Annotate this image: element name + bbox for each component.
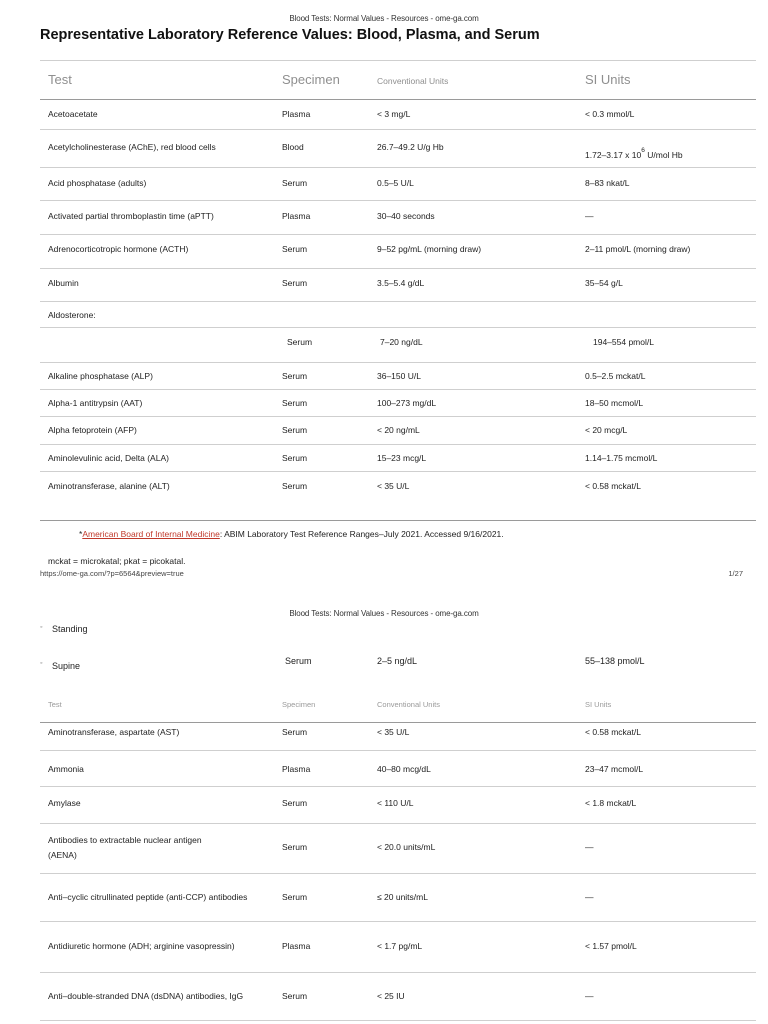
table-cell-si: 8–83 nkat/L	[585, 178, 630, 188]
header-rule	[40, 722, 756, 723]
row-divider	[40, 234, 756, 235]
table-cell-specimen: Plasma	[282, 211, 311, 221]
table-cell-specimen: Plasma	[282, 941, 311, 951]
table-cell-test: Acetoacetate	[48, 109, 98, 119]
table-top-rule	[40, 60, 756, 61]
table-cell-test-line-2: (AENA)	[48, 850, 77, 860]
standing-label: Standing	[52, 624, 88, 634]
table-cell-si: < 0.58 mckat/L	[585, 481, 641, 491]
table-cell-specimen: Serum	[282, 481, 308, 491]
table-cell-conventional: 40–80 mcg/dL	[377, 764, 431, 774]
table-cell-si: < 20 mcg/L	[585, 425, 628, 435]
table-cell-specimen: Serum	[282, 278, 308, 288]
table-cell-test: Acid phosphatase (adults)	[48, 178, 147, 188]
table-cell-specimen: Serum	[282, 178, 308, 188]
bullet-icon: ◦	[40, 660, 43, 667]
table-cell-test: Anti–double-stranded DNA (dsDNA) antibodies, IgG	[48, 991, 244, 1001]
table-cell-test: Albumin	[48, 278, 79, 288]
page-footer-url: https://ome-ga.com/?p=6564&preview=true	[40, 569, 184, 578]
table-cell-si: < 1.8 mckat/L	[585, 798, 637, 808]
table-bottom-rule	[40, 520, 756, 521]
column-header-test: Test	[48, 72, 72, 87]
abbreviation-note: mckat = microkatal; pkat = picokatal.	[48, 556, 186, 566]
column-header-si: SI Units	[585, 72, 631, 87]
row-divider	[40, 444, 756, 445]
table-cell-specimen: Plasma	[282, 109, 311, 119]
row-divider	[40, 786, 756, 787]
supine-label: Supine	[52, 661, 81, 671]
table-cell-conventional: < 25 IU	[377, 991, 405, 1001]
print-header-page-2: Blood Tests: Normal Values - Resources - ome-ga.com	[289, 609, 479, 618]
table-cell-conventional: ≤ 20 units/mL	[377, 892, 428, 902]
table-cell-conventional: 0.5–5 U/L	[377, 178, 414, 188]
table-cell-si: < 0.58 mckat/L	[585, 727, 641, 737]
page-number: 1/27	[728, 569, 743, 578]
table-cell-conventional: < 35 U/L	[377, 727, 410, 737]
table-cell-test-line-1: Antibodies to extractable nuclear antigen	[48, 835, 202, 845]
table-cell-conventional: 26.7–49.2 U/g Hb	[377, 142, 444, 152]
column-header-conventional: Conventional Units	[377, 700, 440, 709]
row-divider	[40, 129, 756, 130]
table-cell-test: Amylase	[48, 798, 81, 808]
table-cell-si: 2–11 pmol/L (morning draw)	[585, 244, 691, 254]
row-divider	[40, 362, 756, 363]
table-cell-si: 1.14–1.75 mcmol/L	[585, 453, 658, 463]
row-divider	[40, 416, 756, 417]
row-divider	[40, 327, 756, 328]
table-cell-test: Acetylcholinesterase (AChE), red blood cells	[48, 142, 216, 152]
table-cell-si: < 1.57 pmol/L	[585, 941, 637, 951]
table-cell-conventional: < 20.0 units/mL	[377, 842, 436, 852]
si-exponent: 6	[641, 147, 645, 154]
table-cell-specimen: Serum	[282, 398, 308, 408]
table-cell-conventional: < 1.7 pg/mL	[377, 941, 423, 951]
table-cell-test: Aminotransferase, aspartate (AST)	[48, 727, 180, 737]
row-divider	[40, 200, 756, 201]
table-cell-conventional: < 3 mg/L	[377, 109, 411, 119]
table-cell-test: Aminotransferase, alanine (ALT)	[48, 481, 170, 491]
page-title: Representative Laboratory Reference Values: Blood, Plasma, and Serum	[40, 27, 540, 43]
column-header-si: SI Units	[585, 700, 612, 709]
table-cell-test: Anti–cyclic citrullinated peptide (anti-CCP) antibodies	[48, 892, 248, 902]
column-header-conventional: Conventional Units	[377, 76, 449, 86]
table-cell-test: Aldosterone:	[48, 310, 96, 320]
supine-specimen: Serum	[285, 656, 312, 666]
table-cell-si: < 0.3 mmol/L	[585, 109, 635, 119]
table-cell-test: Alkaline phosphatase (ALP)	[48, 371, 153, 381]
table-cell-specimen: Serum	[282, 727, 308, 737]
table-cell-specimen: Serum	[282, 425, 308, 435]
column-header-test: Test	[48, 700, 62, 709]
table-cell-specimen: Serum	[282, 453, 308, 463]
print-header: Blood Tests: Normal Values - Resources - ome-ga.com	[289, 14, 479, 23]
row-divider	[40, 750, 756, 751]
table-cell-conventional: 30–40 seconds	[377, 211, 435, 221]
footnote-marker: *	[79, 529, 83, 539]
table-cell-test: Adrenocorticotropic hormone (ACTH)	[48, 244, 189, 254]
table-cell-specimen: Serum	[282, 842, 308, 852]
table-cell-si: 194–554 pmol/L	[593, 337, 654, 347]
table-cell-test: Antidiuretic hormone (ADH; arginine vasopressin)	[48, 941, 235, 951]
table-cell-si: —	[585, 892, 594, 902]
table-cell-specimen: Serum	[282, 892, 308, 902]
row-divider	[40, 389, 756, 390]
table-cell-conventional: < 35 U/L	[377, 481, 410, 491]
table-cell-si	[585, 147, 683, 160]
table-cell-test: Alpha-1 antitrypsin (AAT)	[48, 398, 143, 408]
abim-link[interactable]: American Board of Internal Medicine	[82, 529, 220, 539]
row-divider	[40, 167, 756, 168]
table-cell-si: —	[585, 991, 594, 1001]
table-cell-specimen: Serum	[287, 337, 313, 347]
supine-conventional: 2–5 ng/dL	[377, 656, 418, 666]
table-cell-test: Aminolevulinic acid, Delta (ALA)	[48, 453, 169, 463]
row-divider	[40, 471, 756, 472]
si-value-prefix: 1.72–3.17 x 10	[585, 150, 642, 160]
table-cell-conventional: < 20 ng/mL	[377, 425, 420, 435]
table-cell-si: 35–54 g/L	[585, 278, 623, 288]
table-cell-specimen: Blood	[282, 142, 304, 152]
table-cell-conventional: 36–150 U/L	[377, 371, 421, 381]
table-cell-si: 0.5–2.5 mckat/L	[585, 371, 646, 381]
table-cell-conventional: 7–20 ng/dL	[380, 337, 423, 347]
table-cell-conventional: 9–52 pg/mL (morning draw)	[377, 244, 482, 254]
table-cell-specimen: Serum	[282, 244, 308, 254]
table-cell-test: Alpha fetoprotein (AFP)	[48, 425, 137, 435]
footnote-text: : ABIM Laboratory Test Reference Ranges–July 2021. Accessed 9/16/2021.	[219, 529, 504, 539]
row-divider	[40, 301, 756, 302]
table-cell-specimen: Serum	[282, 371, 308, 381]
table-cell-conventional: 100–273 mg/dL	[377, 398, 437, 408]
row-divider	[40, 268, 756, 269]
table-cell-test: Ammonia	[48, 764, 84, 774]
column-header-specimen: Specimen	[282, 700, 316, 709]
bullet-icon: ◦	[40, 624, 43, 631]
row-divider	[40, 873, 756, 874]
table-cell-test: Activated partial thromboplastin time (aPTT)	[48, 211, 214, 221]
table-cell-specimen: Serum	[282, 991, 308, 1001]
supine-si: 55–138 pmol/L	[585, 656, 645, 666]
header-rule	[40, 99, 756, 100]
table-cell-specimen: Plasma	[282, 764, 311, 774]
row-divider	[40, 1020, 756, 1021]
row-divider	[40, 972, 756, 973]
column-header-specimen: Specimen	[282, 72, 340, 87]
table-cell-si: —	[585, 842, 594, 852]
table-cell-si: 18–50 mcmol/L	[585, 398, 644, 408]
table-cell-conventional: 15–23 mcg/L	[377, 453, 427, 463]
table-cell-conventional: < 110 U/L	[377, 798, 414, 808]
si-value-suffix: U/mol Hb	[644, 150, 683, 160]
table-cell-conventional: 3.5–5.4 g/dL	[377, 278, 425, 288]
row-divider	[40, 823, 756, 824]
table-cell-si: 23–47 mcmol/L	[585, 764, 644, 774]
row-divider	[40, 921, 756, 922]
table-cell-si: —	[585, 211, 594, 221]
footnote	[79, 529, 504, 539]
table-cell-specimen: Serum	[282, 798, 308, 808]
